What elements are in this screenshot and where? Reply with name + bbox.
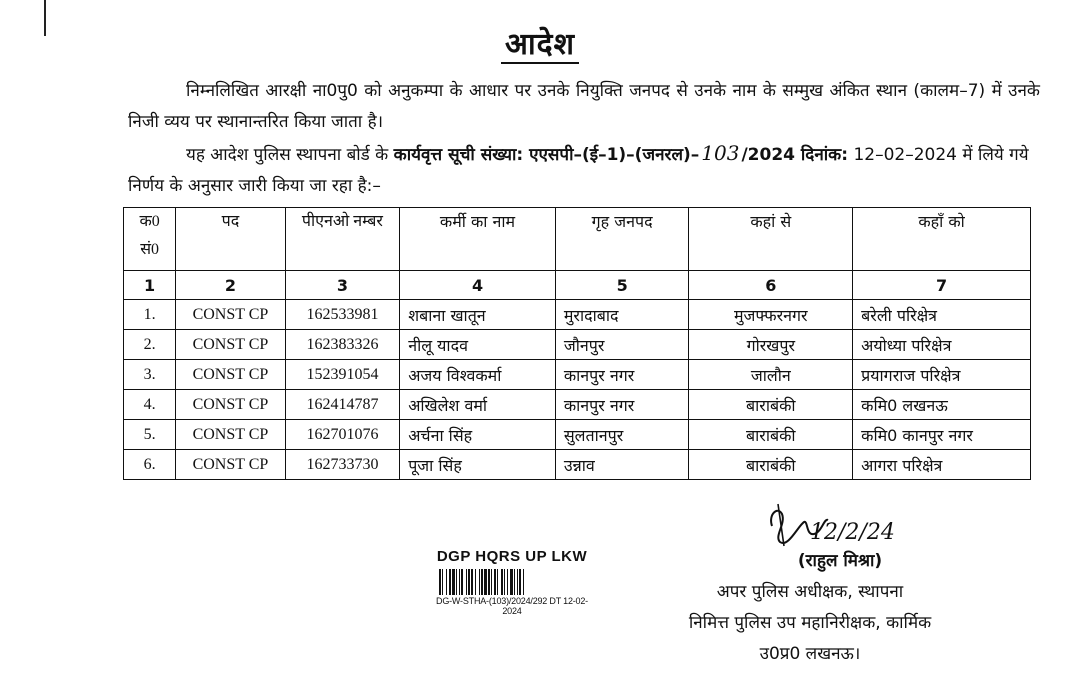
barcode-bar [461,569,463,595]
column-number: 7 [853,271,1031,300]
barcode-label: DGP HQRS UP LKW [436,548,588,565]
barcode-bar [519,569,521,595]
table-row [124,450,1031,480]
barcode-bar [507,569,508,595]
barcode-bar [504,569,505,595]
home-district-cell: सुलतानपुर [555,420,689,450]
to-cell: कमि0 लखनऊ [853,390,1031,420]
paragraph-2-part1: यह आदेश पुलिस स्थापना बोर्ड के [186,145,389,165]
barcode-bar [494,569,496,595]
post-cell: CONST CP [176,330,285,360]
pno-cell: 162414787 [285,390,400,420]
barcode-bar [491,569,492,595]
paragraph-1: निम्नलिखित आरक्षी ना0पु0 को अनुकम्पा के आधार पर उनके नियुक्ति जनपद से उनके नाम के सम्मुख अंकित स्थान (कालम–7) में उनके निजी व्यय पर स्थानान्तरित किया जाता है। [128,81,1040,132]
barcode-bar [456,569,457,595]
barcode-text: DG-W-STHA-(103)/2024/292 DT 12-02-2024 [436,596,588,616]
to-cell: अयोध्या परिक्षेत्र [853,330,1031,360]
transfer-table [123,207,1031,480]
to-cell: आगरा परिक्षेत्र [853,450,1031,480]
to-cell: बरेली परिक्षेत्र [853,300,1031,330]
barcode-bar [517,569,518,595]
from-cell: बाराबंकी [689,450,853,480]
barcode-bar [523,569,524,595]
name-cell: नीलू यादव [400,330,556,360]
post-cell: CONST CP [176,450,285,480]
barcode-icon [437,569,587,595]
pno-cell: 162701076 [285,420,400,450]
column-number: 2 [176,271,285,300]
from-cell: बाराबंकी [689,420,853,450]
signatory-name: (राहुल मिश्रा) [797,551,883,571]
column-number: 6 [689,271,853,300]
barcode-bar [459,569,460,595]
serial-cell: 5. [124,420,176,450]
table-row [124,300,1031,330]
barcode-bar [471,569,473,595]
home-district-cell: जौनपुर [555,330,689,360]
barcode-bar [442,569,443,595]
header-home-district: गृह जनपद [555,208,689,271]
header-to: कहाँ को [853,208,1031,271]
paragraph-2-part3: /2024 दिनांक: [741,145,849,165]
column-number: 5 [555,271,689,300]
header-pno: पीएनओ नम्बर [285,208,400,271]
column-number-row [124,271,1031,300]
title-text: आदेश [501,27,579,64]
paragraph-2-part4: 12–02–2024 में लिये गये निर्णय के अनुसार जारी किया जा रहा है:– [128,145,1029,196]
home-district-cell: उन्नाव [555,450,689,480]
pno-cell: 162533981 [285,300,400,330]
serial-cell: 6. [124,450,176,480]
pno-cell: 152391054 [285,360,400,390]
table-row [124,360,1031,390]
barcode-bar [488,569,490,595]
from-cell: गोरखपुर [689,330,853,360]
name-cell: शबाना खातून [400,300,556,330]
barcode-bar [446,569,447,595]
barcode-bar [497,569,498,595]
home-district-cell: कानपुर नगर [555,360,689,390]
from-cell: मुजफ्फरनगर [689,300,853,330]
designation-line-3: उ0प्र0 लखनऊ। [759,644,861,664]
designation-line-1: अपर पुलिस अधीक्षक, स्थापना [716,582,904,602]
serial-cell: 2. [124,330,176,360]
header-serial: क0 सं0 [124,208,176,271]
serial-cell: 1. [124,300,176,330]
to-cell: कमि0 कानपुर नगर [853,420,1031,450]
barcode-bar [452,569,455,595]
header-name: कर्मी का नाम [400,208,556,271]
column-number: 3 [285,271,400,300]
table-row [124,330,1031,360]
barcode-bar [475,569,476,595]
barcode-bar [468,569,470,595]
page-title [0,22,1080,63]
barcode-bar [514,569,515,595]
paragraph-2-part2: कार्यवृत्त सूची संख्या: एएसपी–(ई–1)–(जनरल)– [393,145,700,165]
serial-cell: 4. [124,390,176,420]
barcode-bar [466,569,467,595]
home-district-cell: मुरादाबाद [555,300,689,330]
name-cell: अखिलेश वर्मा [400,390,556,420]
from-cell: जालौन [689,360,853,390]
barcode-bar [510,569,513,595]
table-header-row [124,208,1031,271]
handwritten-number: 103 [701,141,740,165]
name-cell: अजय विश्वकर्मा [400,360,556,390]
barcode-bar [501,569,503,595]
paragraph-2 [128,138,1040,202]
post-cell: CONST CP [176,420,285,450]
from-cell: बाराबंकी [689,390,853,420]
pno-cell: 162383326 [285,330,400,360]
barcode-bar [479,569,480,595]
serial-cell: 3. [124,360,176,390]
header-post: पद [176,208,285,271]
column-number: 4 [400,271,556,300]
header-from: कहां से [689,208,853,271]
name-cell: अर्चना सिंह [400,420,556,450]
column-number: 1 [124,271,176,300]
barcode-bar [481,569,483,595]
barcode-block [432,548,592,616]
table-row [124,390,1031,420]
signatory-block [660,546,960,670]
post-cell: CONST CP [176,390,285,420]
signature-date: 12/2/24 [810,520,895,545]
to-cell: प्रयागराज परिक्षेत्र [853,360,1031,390]
designation-line-2: निमित्त पुलिस उप महानिरीक्षक, कार्मिक [688,613,932,633]
post-cell: CONST CP [176,360,285,390]
name-cell: पूजा सिंह [400,450,556,480]
barcode-bar [449,569,451,595]
table-row [124,420,1031,450]
post-cell: CONST CP [176,300,285,330]
barcode-bar [484,569,487,595]
pno-cell: 162733730 [285,450,400,480]
barcode-bar [439,569,441,595]
home-district-cell: कानपुर नगर [555,390,689,420]
